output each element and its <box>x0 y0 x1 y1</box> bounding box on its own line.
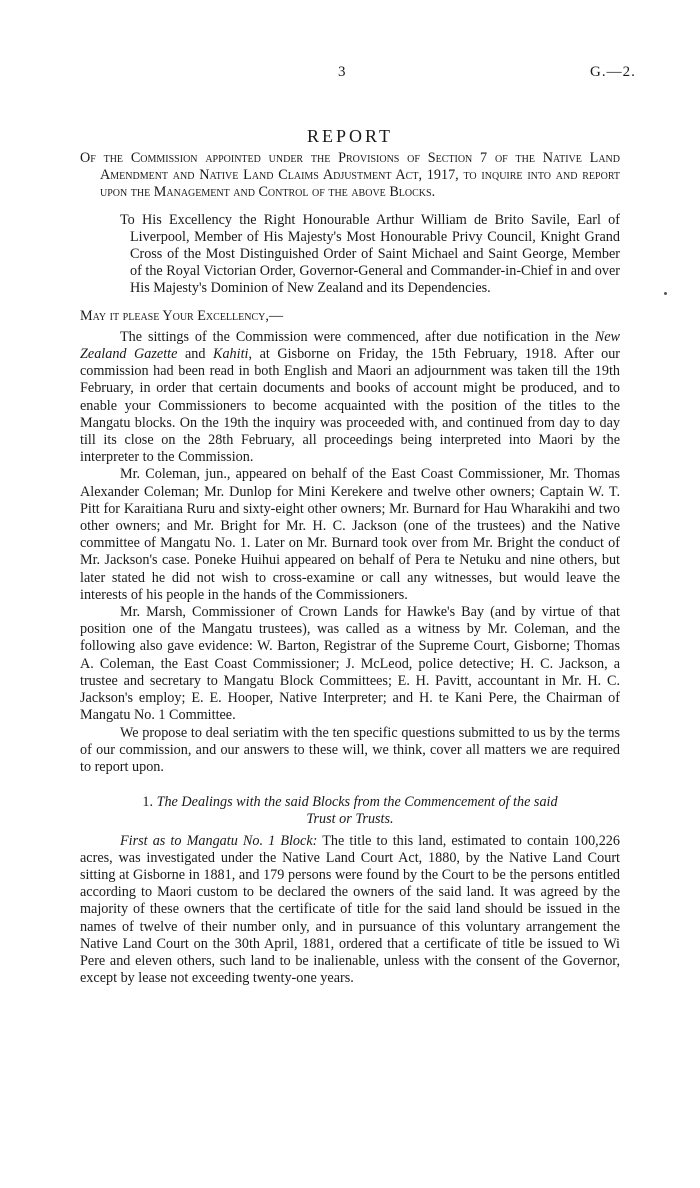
document-reference: G.—2. <box>590 64 636 80</box>
section-heading <box>80 794 620 828</box>
salutation: May it please Your Excellency,— <box>80 307 284 324</box>
page-number: 3 <box>338 64 346 80</box>
section-number: 1. <box>142 794 154 811</box>
paragraph-sittings <box>80 329 620 467</box>
margin-speck <box>664 292 667 295</box>
report-title: REPORT <box>307 126 393 146</box>
section-heading-line-2: Trust or Trusts. <box>306 811 394 828</box>
text-run: and <box>177 346 213 363</box>
paragraph-appearances: Mr. Coleman, jun., appeared on behalf of the East Coast Commissioner, Mr. Thomas Alexander Coleman; Mr. Dunlop for Mini Kerekere and twelve other owners; Captain W. T. Pitt for Karaitiana Ruru and sixty-eight other owners; Mr. Burnard for Hau Wharakihi and two other owners; and Mr. Bright for Mr. H. C. Jackson (one of the trustees) and the Native committee of Mangatu No. 1. Later on Mr. Burnard took over from Mr. Bright the conduct of Mr. Jackson's case. Poneke Huihui appeared on behalf of Pera te Netuku and nine others, but later stated he did not wish to cross-examine or call any witnesses, but would leave the interests of his people in the hands of the Commissioners. <box>80 466 620 603</box>
document-body <box>80 150 620 987</box>
gazette-name: New Zealand Gazette <box>80 328 620 363</box>
section-heading-line-1: The Dealings with the said Blocks from the Commencement of the said <box>156 794 558 811</box>
address-paragraph: To His Excellency the Right Honourable Arthur William de Brito Savile, Earl of Liverpool, Member of His Majesty's Most Honourable Privy Council, Knight Grand Cross of the Most Distinguished Order of Saint Michael and Saint George, Member of the Royal Victorian Order, Governor-General and Commander-in-Chief in and over His Majesty's Dominion of New Zealand and its Dependencies. <box>120 211 620 297</box>
kahiti-name: Kahiti <box>213 346 249 363</box>
commission-subtitle: Of the Commission appointed under the Provisions of Section 7 of the Native Land Amendment and Native Land Claims Adjustment Act, 1917, to inquire into and report upon the Management and Control of the above Blocks. <box>80 150 620 201</box>
paragraph-mangatu-no1 <box>80 833 620 988</box>
text-run: , at Gisborne on Friday, the 15th February, 1918. After our commission had been read in both English and Maori an adjournment was taken till the 19th February, in order that certain documents and books of account might be produced, and to enable your Commissioners to become acquainted with the position of the titles to the Mangatu blocks. On the 19th the inquiry was proceeded with, and continued from day to day till its close on the 28th February, all proceedings being interpreted into Maori by the interpreter to the Commission. <box>80 346 621 466</box>
paragraph-witnesses: Mr. Marsh, Commissioner of Crown Lands for Hawke's Bay (and by virtue of that position one of the Mangatu trustees), was called as a witness by Mr. Coleman, and the following also gave evidence: W. Barton, Registrar of the Supreme Court, Gisborne; Thomas A. Coleman, the East Coast Commissioner; J. McLeod, police detective; H. C. Jackson, a trustee and secretary to Mangatu Block Committees; E. H. Pavitt, accountant in Mr. H. C. Jackson's employ; E. E. Hooper, Native Interpreter; and H. te Kani Pere, the Chairman of Mangatu No. 1 Committee. <box>80 604 620 724</box>
paragraph-lead: First as to Mangatu No. 1 Block: <box>120 832 318 849</box>
text-run: The title to this land, estimated to contain 100,226 acres, was investigated under the Native Land Court Act, 1880, by the Native Land Court sitting at Gisborne in 1881, and 179 persons were found by the Court to be the persons entitled according to Maori custom to be declared the owners of the said land. It was agreed by the majority of these owners that the certificate of title for the said land should be issued in the names of twelve of their number only, and in pursuance of this voluntary arrangement the Native Land Court on the 30th April, 1881, ordered that a certificate of title be issued to Wi Pere and eleven others, such land to be inalienable, unless with the consent of the Governor, except by lease not exceeding twenty-one years. <box>80 832 620 987</box>
text-run: The sittings of the Commission were commenced, after due notification in the <box>120 328 595 345</box>
paragraph-proposal: We propose to deal seriatim with the ten specific questions submitted to us by the terms of our commission, and our answers to these will, we think, cover all matters we are required to report upon. <box>80 724 620 775</box>
